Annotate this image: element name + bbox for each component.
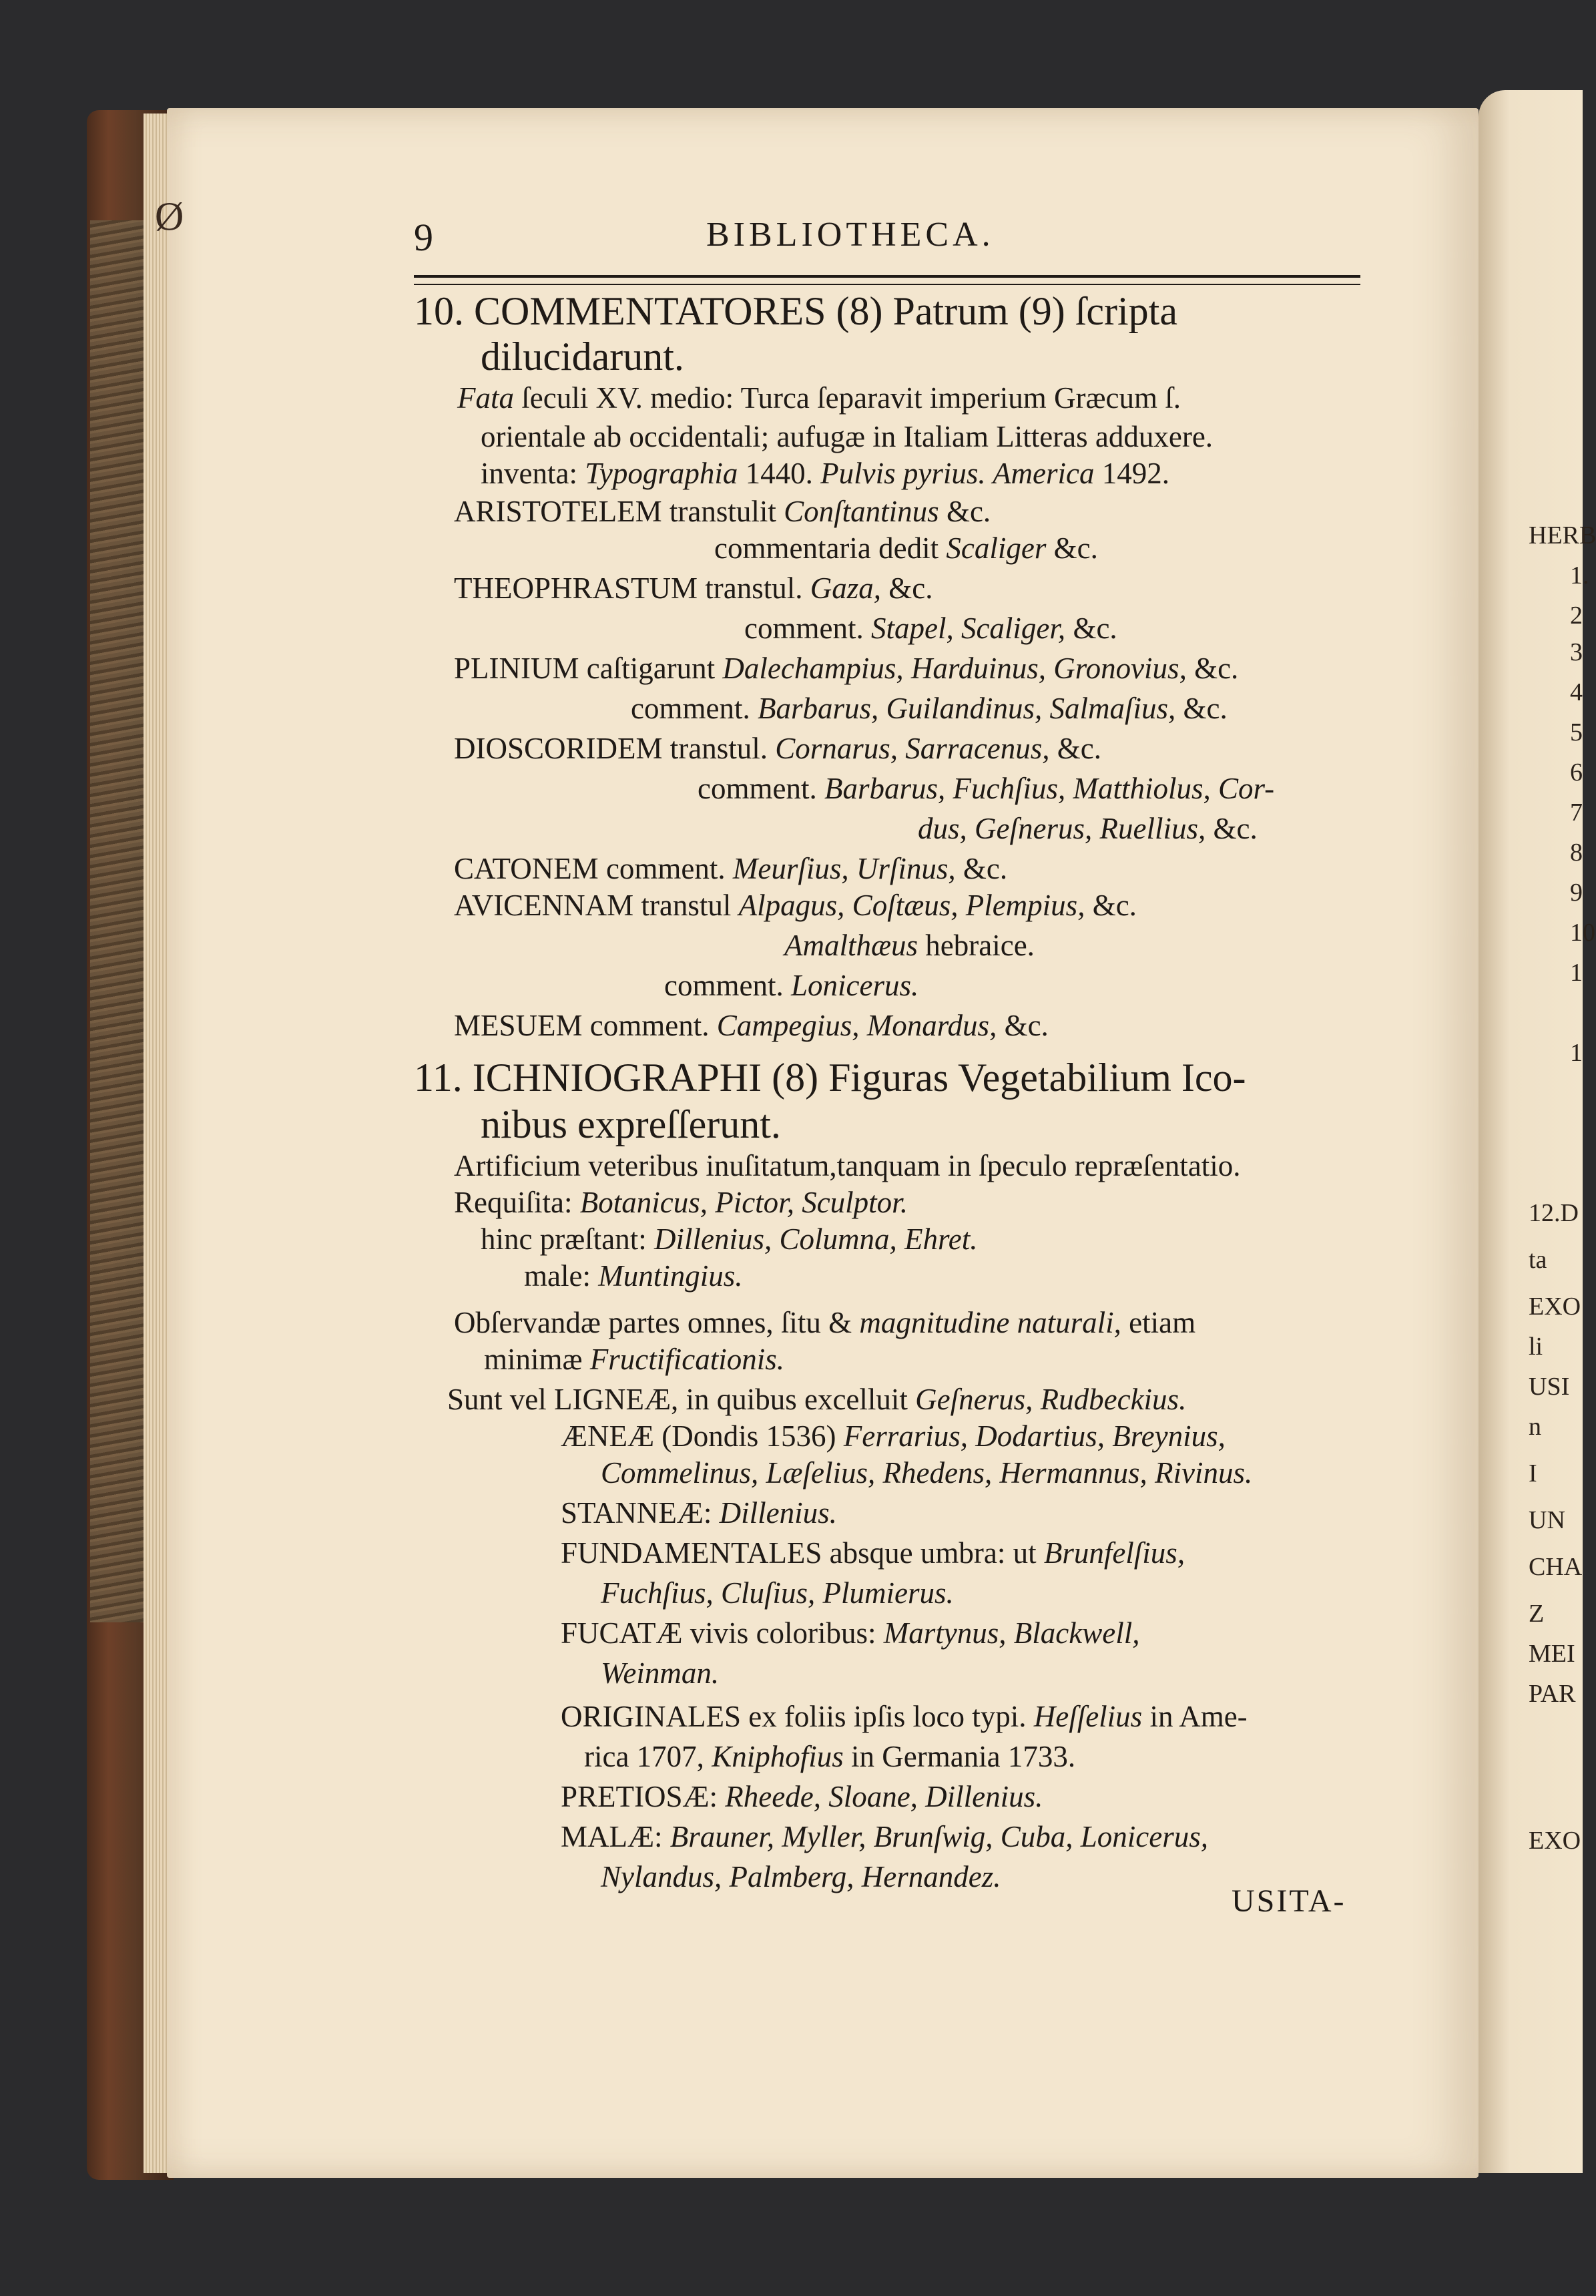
roman-text: ÆNEÆ (Dondis 1536) <box>561 1419 844 1453</box>
roman-text: PLINIUM caſtigarunt <box>454 652 723 685</box>
italic-text: Ferrarius, Dodartius, Breynius, <box>843 1419 1226 1453</box>
facing-page-fragment: 5 <box>1570 718 1583 746</box>
italic-text: Dillenius, Columna, Ehret. <box>653 1222 978 1256</box>
italic-text: Alpagus, Coſtæus, Plempius, <box>738 889 1085 922</box>
facing-page-fragment: n <box>1529 1413 1541 1441</box>
italic-text: Gaza, <box>810 571 882 605</box>
italic-text: Commelinus, Læſelius, Rhedens, Hermannus, Rivinus. <box>601 1456 1253 1489</box>
roman-text: orientale ab occidentali; aufugæ in Italiam Litteras adduxere. <box>481 420 1214 453</box>
roman-text: &c. <box>1206 812 1258 845</box>
facing-page-fragment: PAR <box>1529 1680 1576 1708</box>
italic-text: Brunfelſius, <box>1043 1536 1185 1570</box>
roman-text: in Germania 1733. <box>843 1740 1076 1773</box>
section11-line-12 <box>601 1576 954 1610</box>
section10-line-2 <box>481 419 1213 454</box>
roman-text: &c. <box>1175 692 1228 725</box>
facing-page-fragment: EXO <box>1529 1293 1581 1321</box>
section11-line-14 <box>601 1656 719 1690</box>
italic-text: Fata <box>457 381 514 415</box>
section11-line-2 <box>454 1185 908 1220</box>
roman-text: CATONEM comment. <box>454 852 733 885</box>
section11-line-19 <box>601 1859 1001 1894</box>
facing-page-fragment: li <box>1529 1333 1543 1361</box>
roman-text: ARISTOTELEM transtulit <box>454 495 784 528</box>
roman-text: ORIGINALES ex foliis ipſis loco typi. <box>561 1700 1034 1733</box>
italic-text: Kniphofius <box>712 1740 844 1773</box>
roman-text: THEOPHRASTUM transtul. <box>454 571 810 605</box>
roman-text: inventa: <box>481 457 585 490</box>
roman-text: &c. <box>1065 612 1117 645</box>
roman-text: &c. <box>1085 889 1137 922</box>
facing-page-fragment: UN <box>1529 1506 1565 1534</box>
italic-text: Stapel, Scaliger, <box>870 612 1066 645</box>
roman-text: 1440. <box>738 457 821 490</box>
facing-page-fragment: 7 <box>1570 798 1583 827</box>
italic-text: Amalthæus <box>784 929 918 962</box>
italic-text: Botanicus, Pictor, Sculptor. <box>579 1186 908 1219</box>
facing-page-fragment: 6 <box>1570 758 1583 786</box>
facing-page-fragment: CHA <box>1529 1553 1583 1581</box>
roman-text: &c. <box>997 1009 1049 1042</box>
catchword: USITA- <box>1232 1883 1346 1919</box>
roman-text: hebraice. <box>918 929 1035 962</box>
italic-text: Meurſius, Urſinus, <box>732 852 956 885</box>
italic-text: Rheede, Sloane, Dillenius. <box>725 1780 1043 1813</box>
italic-text: Heſſelius <box>1033 1700 1143 1733</box>
facing-page-fragment: USI <box>1529 1373 1570 1401</box>
section10-line-14 <box>454 888 1137 923</box>
section10-line-3 <box>481 456 1169 491</box>
binding-marbled-cover <box>90 220 147 1622</box>
section-11-heading-cont: nibus expreſſerunt. <box>481 1102 781 1146</box>
section11-line-3 <box>481 1222 978 1256</box>
facing-page-fragment: 12.D <box>1529 1199 1579 1227</box>
roman-text: &c. <box>881 571 933 605</box>
roman-text: comment. <box>744 612 871 645</box>
italic-text: Typographia <box>585 457 738 490</box>
italic-text: Fructificationis. <box>589 1343 785 1376</box>
roman-text: Artificium veteribus inuſitatum,tanquam in ſpeculo repræſentatio. <box>454 1149 1241 1182</box>
roman-text: hinc præſtant: <box>481 1222 654 1256</box>
section10-line-17 <box>454 1008 1049 1043</box>
italic-text: Brauner, Myller, Brunſwig, Cuba, Lonicerus, <box>670 1820 1209 1853</box>
facing-page-fragment: 1 <box>1570 1039 1583 1067</box>
section11-line-18 <box>561 1819 1208 1854</box>
roman-text: &c. <box>1186 652 1239 685</box>
section-11-heading: 11. ICHNIOGRAPHI (8) Figuras Vegetabilium Ico- <box>414 1056 1246 1100</box>
section10-line-1 <box>457 381 1181 415</box>
roman-text: minimæ <box>484 1343 590 1376</box>
italic-text: Fuchſius, Cluſius, Plumierus. <box>601 1576 954 1610</box>
running-title: BIBLIOTHECA. <box>706 216 995 254</box>
roman-text: PRETIOSÆ: <box>561 1780 726 1813</box>
italic-text: Cornarus, Sarracenus, <box>775 732 1050 765</box>
section10-line-10 <box>454 731 1101 766</box>
roman-text: comment. <box>698 772 824 805</box>
roman-text: commentaria dedit <box>714 531 947 565</box>
roman-text: &c. <box>939 495 991 528</box>
facing-page-fragment: 10 <box>1570 919 1595 947</box>
roman-text: comment. <box>631 692 758 725</box>
italic-text: Martynus, Blackwell, <box>883 1616 1140 1650</box>
facing-page-fragment: Z <box>1529 1600 1545 1628</box>
section10-line-12 <box>918 811 1258 846</box>
italic-text: Scaliger <box>946 531 1047 565</box>
roman-text: &c. <box>1046 531 1098 565</box>
roman-text: FUCATÆ vivis coloribus: <box>561 1616 884 1650</box>
roman-text: in Ame- <box>1142 1700 1248 1733</box>
page-number: 9 <box>414 216 433 259</box>
section11-line-6 <box>484 1342 784 1377</box>
roman-text: STANNEÆ: <box>561 1496 720 1530</box>
margin-mark: Ø <box>155 194 184 238</box>
section11-line-11 <box>561 1536 1185 1570</box>
facing-page-fragment: I <box>1529 1459 1537 1487</box>
roman-text: MESUEM comment. <box>454 1009 717 1042</box>
roman-text: DIOSCORIDEM transtul. <box>454 732 776 765</box>
facing-page-fragment: ta <box>1529 1246 1547 1274</box>
section10-line-16 <box>664 968 918 1003</box>
italic-text: Barbarus, Guilandinus, Salmaſius, <box>757 692 1176 725</box>
italic-text: Campegius, Monardus, <box>716 1009 997 1042</box>
section11-line-17 <box>561 1779 1043 1814</box>
section11-line-7 <box>447 1382 1186 1417</box>
roman-text: &c. <box>1049 732 1102 765</box>
roman-text: &c. <box>955 852 1008 885</box>
section11-line-4 <box>524 1258 742 1293</box>
roman-text: MALÆ: <box>561 1820 670 1853</box>
section11-line-10 <box>561 1496 837 1530</box>
facing-page-fragment: 8 <box>1570 839 1583 867</box>
section10-line-8 <box>454 651 1238 686</box>
roman-text: etiam <box>1121 1306 1196 1339</box>
roman-text: AVICENNAM transtul <box>454 889 739 922</box>
roman-text: male: <box>524 1259 599 1293</box>
roman-text: Sunt vel LIGNEÆ, in quibus excelluit <box>447 1383 916 1416</box>
italic-text: Geſnerus, Rudbeckius. <box>915 1383 1187 1416</box>
italic-text: dus, Geſnerus, Ruellius, <box>918 812 1206 845</box>
facing-page-fragment: 1 <box>1570 959 1583 987</box>
section11-line-15 <box>561 1699 1248 1734</box>
roman-text: Obſervandæ partes omnes, ſitu & <box>454 1306 860 1339</box>
section10-line-9 <box>631 691 1228 726</box>
section-10-heading-cont: dilucidarunt. <box>481 334 684 379</box>
italic-text: Dalechampius, Harduinus, Gronovius, <box>722 652 1187 685</box>
section10-line-7 <box>744 611 1117 646</box>
facing-page-fragment: 4 <box>1570 678 1583 706</box>
section11-line-13 <box>561 1616 1139 1650</box>
facing-page-fragment: HERB <box>1529 521 1596 549</box>
section10-line-5 <box>714 531 1098 565</box>
roman-text: rica 1707, <box>584 1740 712 1773</box>
facing-page-fragment: 1. <box>1570 561 1589 590</box>
facing-page-fragment: 2 <box>1570 602 1583 630</box>
facing-page-fragment: EXO <box>1529 1827 1581 1855</box>
roman-text: 1492. <box>1094 457 1170 490</box>
facing-page-fragment: 3 <box>1570 638 1583 666</box>
italic-text: Weinman. <box>601 1656 720 1690</box>
section11-line-1 <box>454 1148 1240 1183</box>
italic-text: Barbarus, Fuchſius, Matthiolus, Cor- <box>824 772 1275 805</box>
italic-text: Dillenius. <box>719 1496 837 1530</box>
italic-text: Muntingius. <box>598 1259 743 1293</box>
italic-text: Conſtantinus <box>784 495 939 528</box>
section-10-heading: 10. COMMENTATORES (8) Patrum (9) ſcripta <box>414 289 1177 333</box>
italic-text: magnitudine naturali, <box>859 1306 1121 1339</box>
header-rule <box>414 275 1360 285</box>
facing-page <box>1479 90 1583 2173</box>
facing-page-fragment: 9 <box>1570 879 1583 907</box>
page-edges <box>144 113 170 2173</box>
roman-text: comment. <box>664 969 791 1002</box>
italic-text: Pulvis pyrius. America <box>820 457 1095 490</box>
italic-text: Lonicerus. <box>790 969 919 1002</box>
roman-text: FUNDAMENTALES absque umbra: ut <box>561 1536 1044 1570</box>
section10-line-15 <box>784 928 1035 963</box>
section11-line-8 <box>561 1419 1226 1453</box>
italic-text: Nylandus, Palmberg, Hernandez. <box>601 1860 1001 1893</box>
section11-line-9 <box>601 1455 1252 1490</box>
section10-line-6 <box>454 571 933 606</box>
roman-text: Requiſita: <box>454 1186 580 1219</box>
roman-text: ſeculi XV. medio: Turca ſeparavit imperium Græcum ſ. <box>514 381 1181 415</box>
facing-page-fragment: MEI <box>1529 1640 1575 1668</box>
section11-line-16 <box>584 1739 1075 1774</box>
section11-line-5 <box>454 1305 1195 1340</box>
section10-line-11 <box>698 771 1274 806</box>
section10-line-13 <box>454 851 1007 886</box>
section10-line-4 <box>454 494 991 529</box>
